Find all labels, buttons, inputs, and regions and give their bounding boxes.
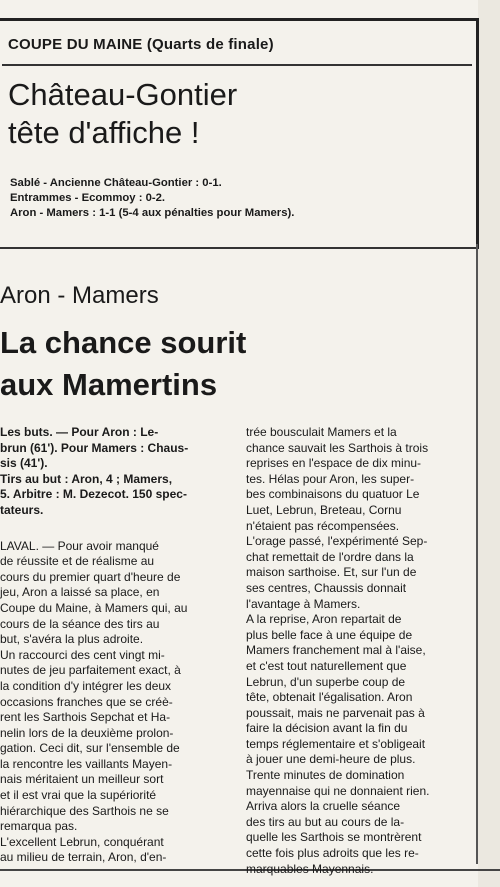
text-line: Les buts. — Pour Aron : Le-: [0, 425, 159, 439]
text-line: de réussite et de réalisme au: [0, 554, 155, 569]
text-line: A la reprise, Aron repartait de: [246, 612, 402, 627]
text-line: et il est vrai que la supériorité: [0, 788, 157, 803]
body-paragraph: [246, 799, 476, 877]
text-line: des tirs au but au cours de la-: [246, 814, 405, 829]
text-line: chat remettait de l'ordre dans la: [246, 549, 414, 564]
text-line: Lebrun, d'un superbe coup de: [246, 674, 406, 689]
text-line: marquables Mayennais.: [246, 861, 374, 876]
text-line: reprises en l'espace de dix minu-: [246, 456, 422, 471]
body-paragraph: [0, 648, 224, 835]
text-line: temps réglementaire et s'obligeait: [246, 736, 426, 751]
text-line: poussait, mais ne parvenait pas à: [246, 705, 425, 720]
shootout-paragraph: [0, 472, 224, 519]
text-line: faire la décision avant la fin du: [246, 721, 408, 736]
text-line: LAVAL. — Pour avoir manqué: [0, 538, 159, 553]
text-line: but, s'avéra la plus adroite.: [0, 632, 144, 647]
text-line: L'excellent Lebrun, conquérant: [0, 834, 164, 849]
result-line: Sablé - Ancienne Château-Gontier : 0-1.: [10, 177, 222, 189]
article-headline-line: La chance sourit: [0, 325, 247, 360]
main-headline: [8, 76, 237, 152]
text-line: mayennaise qui ne donnaient rien.: [246, 783, 430, 798]
text-line: chance sauvait les Sarthois à trois: [246, 440, 429, 455]
text-line: cette fois plus adroits que les re-: [246, 846, 419, 861]
text-line: Luet, Lebrun, Breteau, Cornu: [246, 502, 402, 517]
results-list: [10, 176, 294, 221]
text-line: jeu, Aron a laissé sa place, en: [0, 585, 160, 600]
section-rubric: COUPE DU MAINE (Quarts de finale): [8, 36, 274, 53]
text-line: n'étaient pas récompensées.: [246, 518, 400, 533]
text-line: 5. Arbitre : M. Dezecot. 150 spec-: [0, 487, 187, 502]
text-line: maison sarthoise. Et, sur l'un de: [246, 565, 417, 580]
text-line: tateurs.: [0, 502, 44, 517]
text-line: Coupe du Maine, à Mamers qui, au: [0, 600, 188, 615]
article-headline-line: aux Mamertins: [0, 367, 218, 402]
text-line: Arriva alors la cruelle séance: [246, 799, 401, 814]
text-line: cours de la séance des tirs au: [0, 616, 160, 631]
body-paragraph: [246, 425, 476, 612]
text-line: rent les Sarthois Sepchat et Ha-: [0, 710, 171, 725]
text-line: Un raccourci des cent vingt mi-: [0, 647, 165, 662]
body-paragraph: [246, 612, 476, 799]
article-headline: [0, 322, 246, 406]
article-column-right: [246, 425, 476, 877]
text-line: la condition d'y intégrer les deux: [0, 678, 172, 693]
text-line: tête, obtenait l'égalisation. Aron: [246, 690, 413, 705]
text-line: L'orage passé, l'expérimenté Sep-: [246, 534, 428, 549]
scorers-paragraph: [0, 425, 224, 472]
main-headline-line: Château-Gontier: [8, 77, 238, 112]
body-paragraph: [0, 835, 224, 866]
text-line: nutes de jeu parfaitement exact, à: [0, 663, 181, 678]
text-line: la rencontre les vaillants Mayen-: [0, 756, 173, 771]
text-line: ses centres, Chaussis donnait: [246, 580, 407, 595]
article-kicker: Aron - Mamers: [0, 282, 159, 309]
text-line: au milieu de terrain, Aron, d'en-: [0, 850, 167, 865]
rubric-divider: [2, 64, 472, 66]
text-line: Tirs au but : Aron, 4 ; Mamers,: [0, 471, 173, 486]
text-line: à jouer une demi-heure de plus.: [246, 752, 416, 767]
article-column-left: [0, 425, 224, 866]
text-line: remarqua pas.: [0, 819, 78, 834]
adjacent-column-edge: [478, 0, 500, 887]
text-line: Mamers franchement mal à l'aise,: [246, 643, 426, 658]
body-paragraph: [0, 539, 224, 648]
text-line: brun (61'). Pour Mamers : Chaus-: [0, 440, 189, 455]
text-line: plus belle face à une équipe de: [246, 627, 413, 642]
text-line: tes. Hélas pour Aron, les super-: [246, 471, 415, 486]
result-line: Entrammes - Ecommoy : 0-2.: [10, 192, 166, 204]
text-line: Trente minutes de domination: [246, 768, 405, 783]
main-headline-line: tête d'affiche !: [8, 115, 200, 150]
text-line: et c'est tout naturellement que: [246, 658, 407, 673]
text-line: cours du premier quart d'heure de: [0, 569, 181, 584]
text-line: sis (41').: [0, 456, 48, 471]
text-line: trée bousculait Mamers et la: [246, 425, 397, 439]
column-rule: [476, 244, 478, 864]
text-line: gation. Ceci dit, sur l'ensemble de: [0, 741, 180, 756]
text-line: l'avantage à Mamers.: [246, 596, 361, 611]
text-line: hiérarchique des Sarthois ne se: [0, 803, 169, 818]
text-line: nelin lors de la deuxième prolon-: [0, 725, 174, 740]
text-line: occasions franches que se créè-: [0, 694, 173, 709]
text-line: quelle les Sarthois se montrèrent: [246, 830, 422, 845]
text-line: nais méritaient un meilleur sort: [0, 772, 164, 787]
result-line: Aron - Mamers : 1-1 (5-4 aux pénalties pour Mamers).: [10, 207, 295, 219]
text-line: bes combinaisons du quatuor Le: [246, 487, 420, 502]
